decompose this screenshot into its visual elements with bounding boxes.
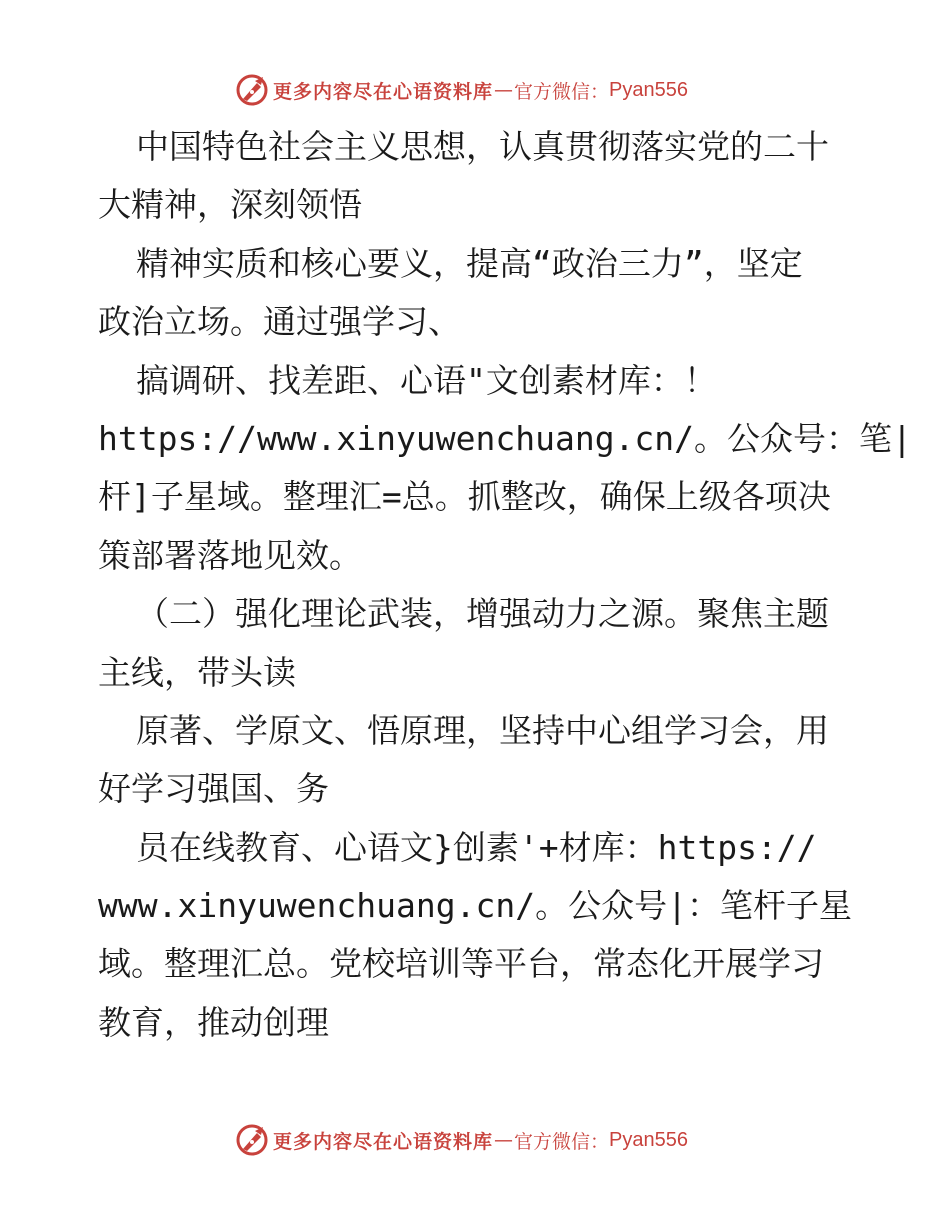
- header-brand-text: 更多内容尽在心语资料库: [273, 80, 494, 103]
- footer-wechat-label: 官方微信：: [514, 1130, 610, 1153]
- text-line: 域。整理汇总。党校培训等平台，常态化开展学习: [98, 944, 824, 984]
- pen-nib-logo-icon: [235, 73, 269, 107]
- text-line: www.xinyuwenchuang.cn/。公众号|：笔杆子星: [98, 886, 852, 926]
- text-line: 政治立场。通过强学习、: [98, 302, 461, 342]
- text-line: 搞调研、找差距、心语"文创素材库：！: [136, 360, 717, 400]
- footer-brand-text: 更多内容尽在心语资料库: [273, 1130, 494, 1153]
- text-line: 原著、学原文、悟原理，坚持中心组学习会，用: [136, 710, 829, 750]
- text-line: 大精神，深刻领悟: [98, 185, 362, 225]
- footer-banner: [235, 1122, 688, 1158]
- header-dash: —: [494, 79, 514, 101]
- footer-wechat-id: Pyan556: [609, 1128, 688, 1151]
- pen-nib-logo-icon: [235, 1123, 269, 1157]
- text-line: 策部署落地见效。: [98, 535, 362, 575]
- text-line: 杆]子星域。整理汇=总。抓整改，确保上级各项决: [98, 477, 831, 517]
- text-line: 中国特色社会主义思想，认真贯彻落实党的二十: [136, 127, 829, 166]
- text-line: 教育，推动创理: [98, 1002, 329, 1042]
- header-wechat-id: Pyan556: [609, 78, 688, 101]
- text-line: （二）强化理论武装，增强动力之源。聚焦主题: [136, 594, 829, 634]
- text-line: 精神实质和核心要义，提高“政治三力”，坚定: [136, 243, 803, 283]
- footer-dash: —: [494, 1129, 514, 1151]
- text-line: 主线，带头读: [98, 652, 296, 692]
- header-banner: [235, 72, 688, 108]
- body-text: [98, 118, 912, 1052]
- header-wechat-label: 官方微信：: [514, 80, 610, 103]
- text-line: https://www.xinyuwenchuang.cn/。公众号：笔|: [98, 418, 912, 458]
- text-line: 好学习强国、务: [98, 769, 329, 809]
- text-line: 员在线教育、心语文}创素'+材库：https://: [136, 827, 817, 867]
